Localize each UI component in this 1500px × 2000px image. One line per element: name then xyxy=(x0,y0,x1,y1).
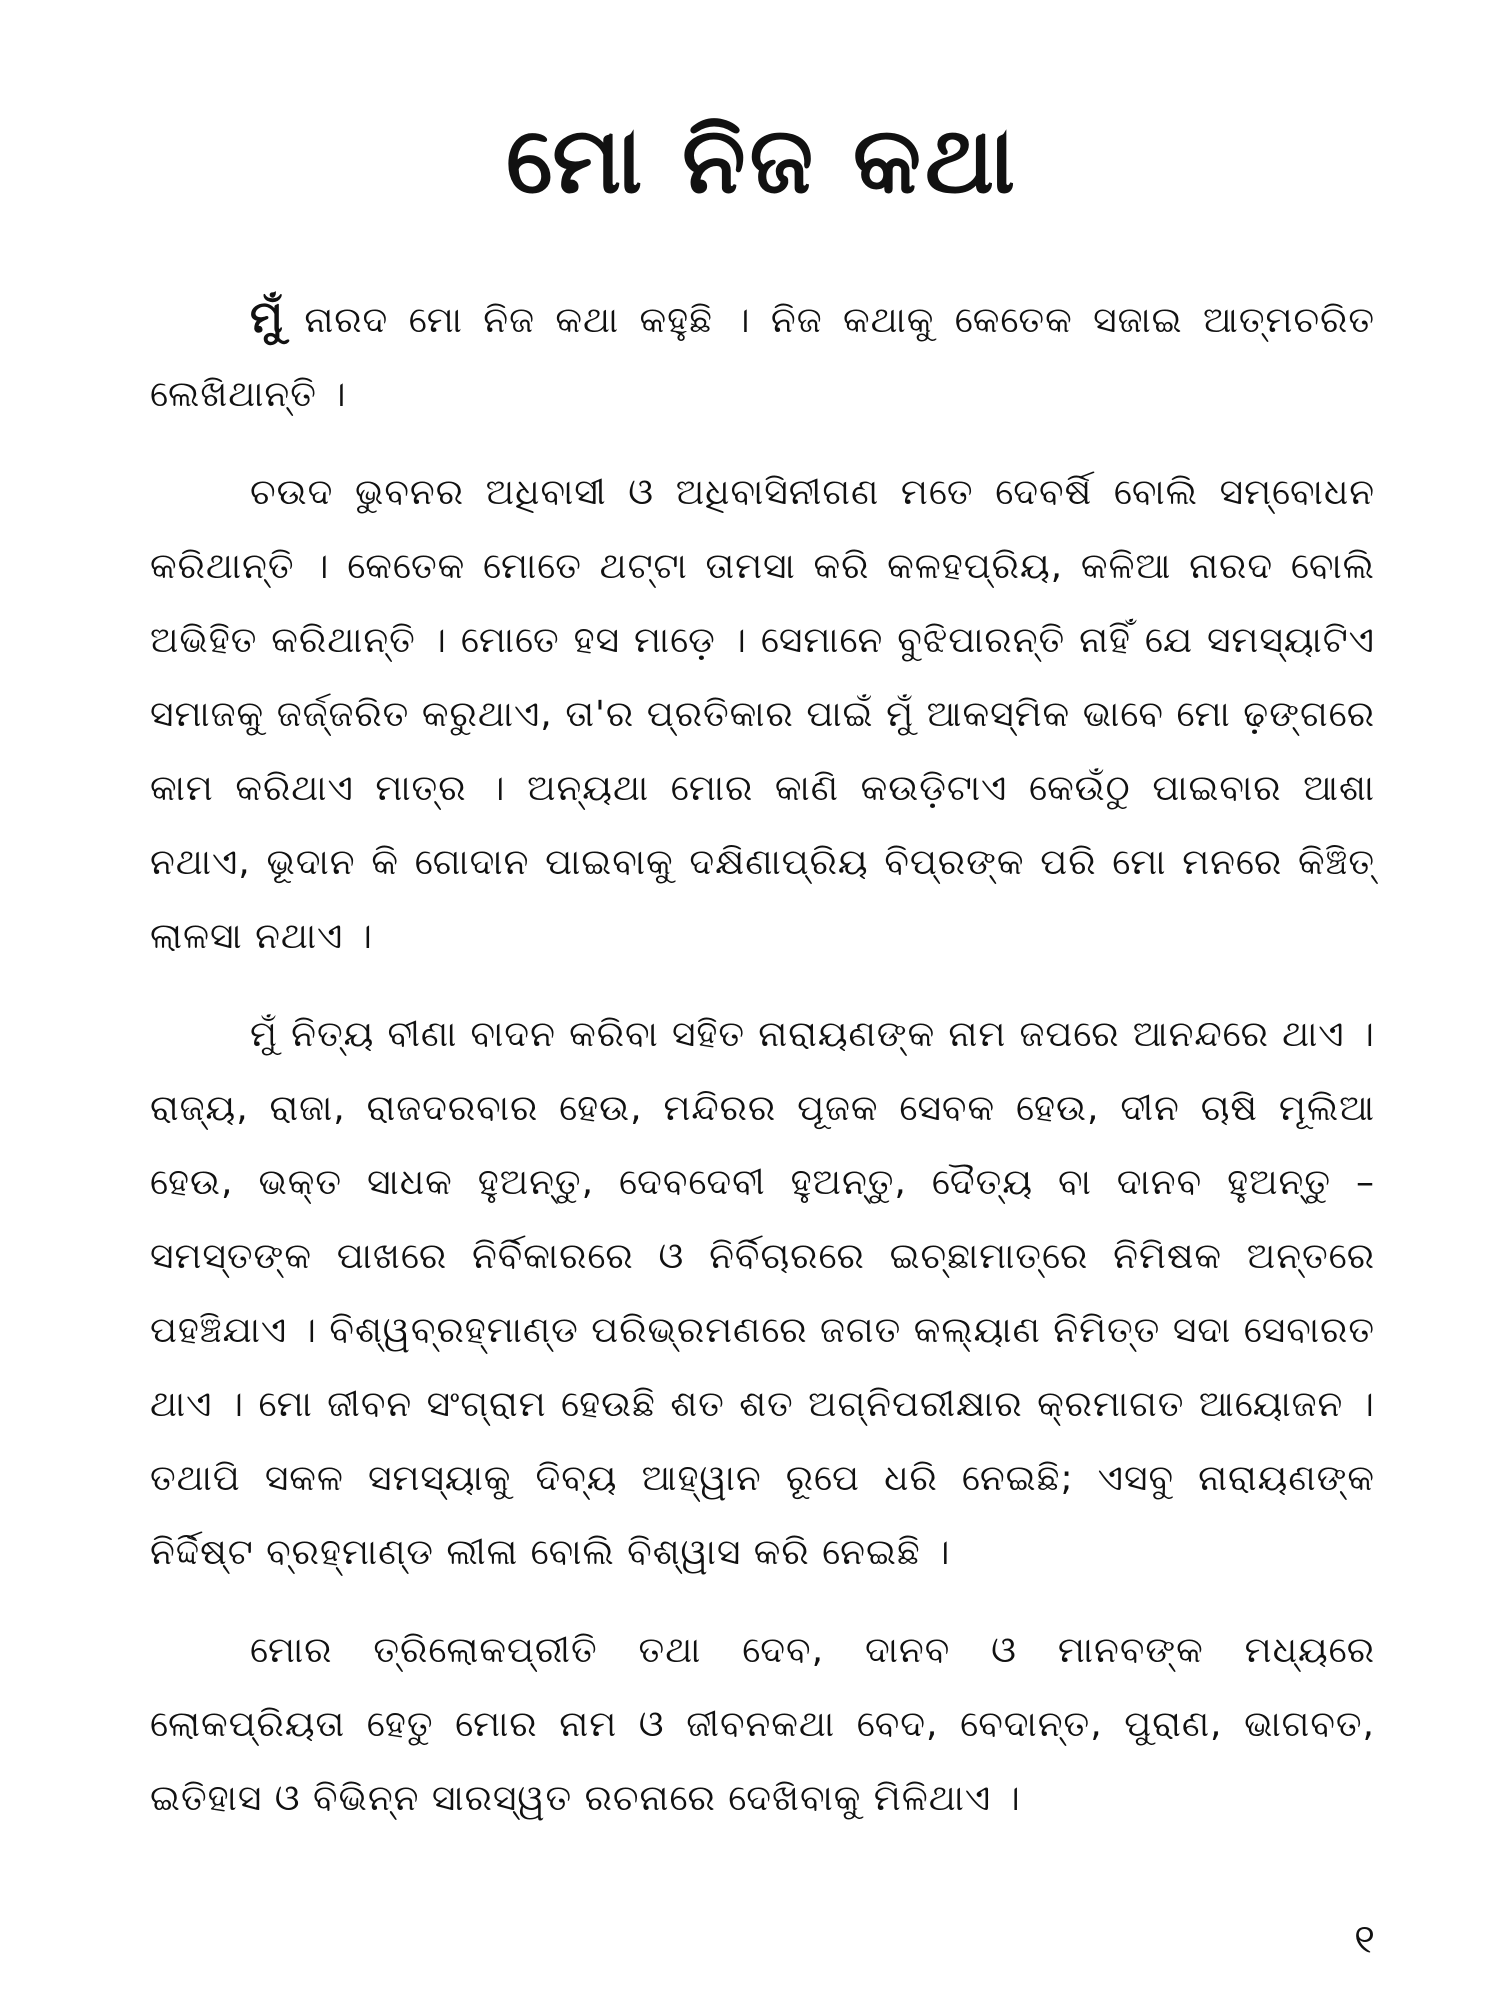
paragraph-lead-word: ମୁଁ xyxy=(250,292,284,344)
page-title: ମୋ ନିଜ କଥା xyxy=(506,107,1019,214)
paragraph-3: ମୁଁ ନିତ୍ୟ ବୀଣା ବାଦନ କରିବା ସହିତ ନାରାୟଣଙ୍କ ନାମ ଜପରେ ଆନନ୍ଦରେ ଥାଏ । ରାଜ୍ୟ, ରାଜା, ରାଜଦରବାର ହେଉ, ମନ୍ଦିରର ପୂଜକ ସେବକ ହେଉ, ଦୀନ ଚାଷି ମୂଲିଆ ହେଉ, ଭକ୍ତ ସାଧକ ହୁଅନ୍ତୁ, ଦେବଦେବୀ ହୁଅନ୍ତୁ, ଦୈତ୍ୟ ବା ଦାନବ ହୁଅନ୍ତୁ – ସମସ୍ତଙ୍କ ପାଖରେ ନିର୍ବିକାରରେ ଓ ନିର୍ବିଚାରରେ ଇଚ୍ଛାମାତ୍ରେ ନିମିଷକ ଅନ୍ତରେ ପହଞ୍ଚିଯାଏ । ବିଶ୍ୱବ୍ରହ୍ମାଣ୍ଡ ପରିଭ୍ରମଣରେ ଜଗତ କଲ୍ୟାଣ ନିମିତ୍ତ ସଦା ସେବାରତ ଥାଏ । ମୋ ଜୀବନ ସଂଗ୍ରାମ ହେଉଛି ଶତ ଶତ ଅଗ୍ନିପରୀକ୍ଷାର କ୍ରମାଗତ ଆୟୋଜନ । ତଥାପି ସକଳ ସମସ୍ୟାକୁ ଦିବ୍ୟ ଆହ୍ୱାନ ରୂପେ ଧରି ନେଇଛି; ଏସବୁ ନାରାୟଣଙ୍କ ନିର୍ଦ୍ଦିଷ୍ଟ ବ୍ରହ୍ମାଣ୍ଡ ଲୀଳା ବୋଲି ବିଶ୍ୱାସ କରି ନେଇଛି । xyxy=(150,1014,1375,1574)
paragraph-2: ଚଉଦ ଭୁବନର ଅଧିବାସୀ ଓ ଅଧିବାସିନୀଗଣ ମତେ ଦେବର୍ଷି ବୋଲି ସମ୍ବୋଧନ କରିଥାନ୍ତି । କେତେକ ମୋତେ ଥଟ୍ଟା ତାମସା କରି କଳହପ୍ରିୟ, କଳିଆ ନାରଦ ବୋଲି ଅଭିହିତ କରିଥାନ୍ତି । ମୋତେ ହସ ମାଡ଼େ । ସେମାନେ ବୁଝିପାରନ୍ତି ନାହିଁ ଯେ ସମସ୍ୟାଟିଏ ସମାଜକୁ ଜର୍ଜ୍ଜରିତ କରୁଥାଏ, ତା'ର ପ୍ରତିକାର ପାଇଁ ମୁଁ ଆକସ୍ମିକ ଭାବେ ମୋ ଢ଼ଙ୍ଗରେ କାମ କରିଥାଏ ମାତ୍ର । ଅନ୍ୟଥା ମୋର କାଣି କଉଡ଼ିଟାଏ କେଉଁଠୁ ପାଇବାର ଆଶା ନଥାଏ, ଭୂଦାନ କି ଗୋଦାନ ପାଇବାକୁ ଦକ୍ଷିଣାପ୍ରିୟ ବିପ୍ରଙ୍କ ପରି ମୋ ମନରେ କିଞ୍ଚିତ୍ ଲାଳସା ନଥାଏ । xyxy=(150,472,1375,958)
paragraph-1-text: ନାରଦ ମୋ ନିଜ କଥା କହୁଛି । ନିଜ କଥାକୁ କେତେକ ସଜାଇ ଆତ୍ମଚରିତ ଲେଖିଥାନ୍ତି । xyxy=(150,300,1375,416)
paragraph-1 xyxy=(150,281,1375,432)
body-text xyxy=(150,281,1375,1836)
page-number: ୧ xyxy=(1354,1917,1375,1963)
paragraph-4: ମୋର ତ୍ରିଲୋକପ୍ରୀତି ତଥା ଦେବ, ଦାନବ ଓ ମାନବଙ୍କ ମଧ୍ୟରେ ଲୋକପ୍ରିୟତା ହେତୁ ମୋର ନାମ ଓ ଜୀବନକଥା ବେଦ, ବେଦାନ୍ତ, ପୁରାଣ, ଭାଗବତ, ଇତିହାସ ଓ ବିଭିନ୍ନ ସାରସ୍ୱତ ରଚନାରେ ଦେଖିବାକୁ ମିଳିଥାଏ । xyxy=(150,1630,1375,1820)
